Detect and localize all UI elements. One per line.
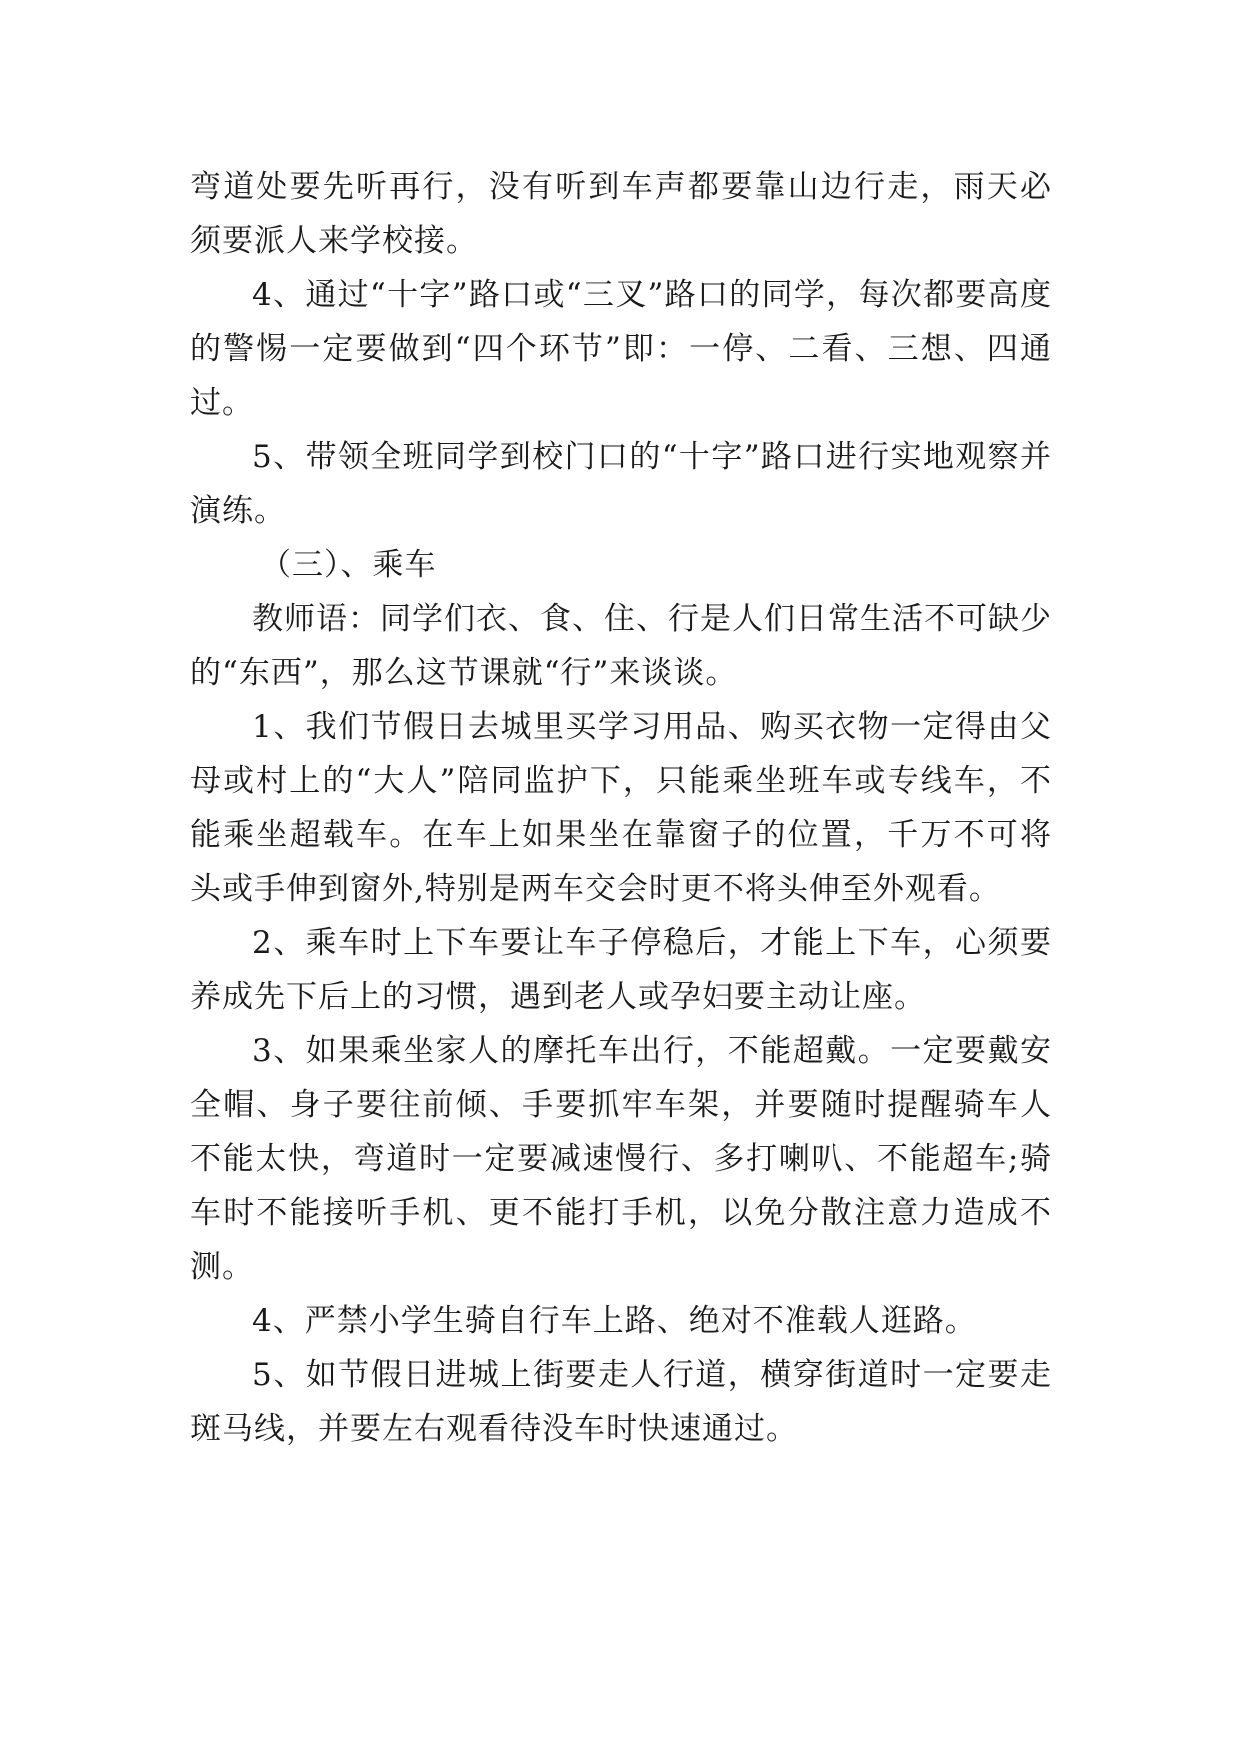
paragraph-item-5-street: 5、如节假日进城上街要走人行道，横穿街道时一定要走斑马线，并要左右观看待没车时快速通过。 [190,1357,1052,1447]
paragraph-item-5-drill: 5、带领全班同学到校门口的“十字”路口进行实地观察并演练。 [190,439,1052,529]
paragraph-teacher-remark: 教师语：同学们衣、食、住、行是人们日常生活不可缺少的“东西”，那么这节课就“行”来谈谈。 [190,601,1052,691]
document-body [190,160,1052,1456]
paragraph-item-1-bus: 1、我们节假日去城里买学习用品、购买衣物一定得由父母或村上的“大人”陪同监护下，只能乘坐班车或专线车，不能乘坐超载车。在车上如果坐在靠窗子的位置，千万不可将头或手伸到窗外,特别是两车交会时更不将头伸至外观看。 [190,709,1052,907]
paragraph-item-2-boarding: 2、乘车时上下车要让车子停稳后，才能上下车，心须要养成先下后上的习惯，遇到老人或孕妇要主动让座。 [190,925,1052,1015]
paragraph-item-4-crossroads: 4、通过“十字”路口或“三叉”路口的同学，每次都要高度的警惕一定要做到“四个环节”即：一停、二看、三想、四通过。 [190,277,1052,421]
paragraph-item-3-motorcycle: 3、如果乘坐家人的摩托车出行，不能超戴。一定要戴安全帽、身子要往前倾、手要抓牢车架，并要随时提醒骑车人不能太快，弯道时一定要减速慢行、多打喇叭、不能超车;骑车时不能接听手机、更不能打手机，以免分散注意力造成不测。 [190,1033,1052,1285]
paragraph-item-4-bicycle: 4、严禁小学生骑自行车上路、绝对不准载人逛路。 [252,1303,977,1339]
section-heading-riding: （三）、乘车 [260,547,437,583]
paragraph-continued: 弯道处要先听再行，没有听到车声都要靠山边行走，雨天必须要派人来学校接。 [190,169,1052,259]
